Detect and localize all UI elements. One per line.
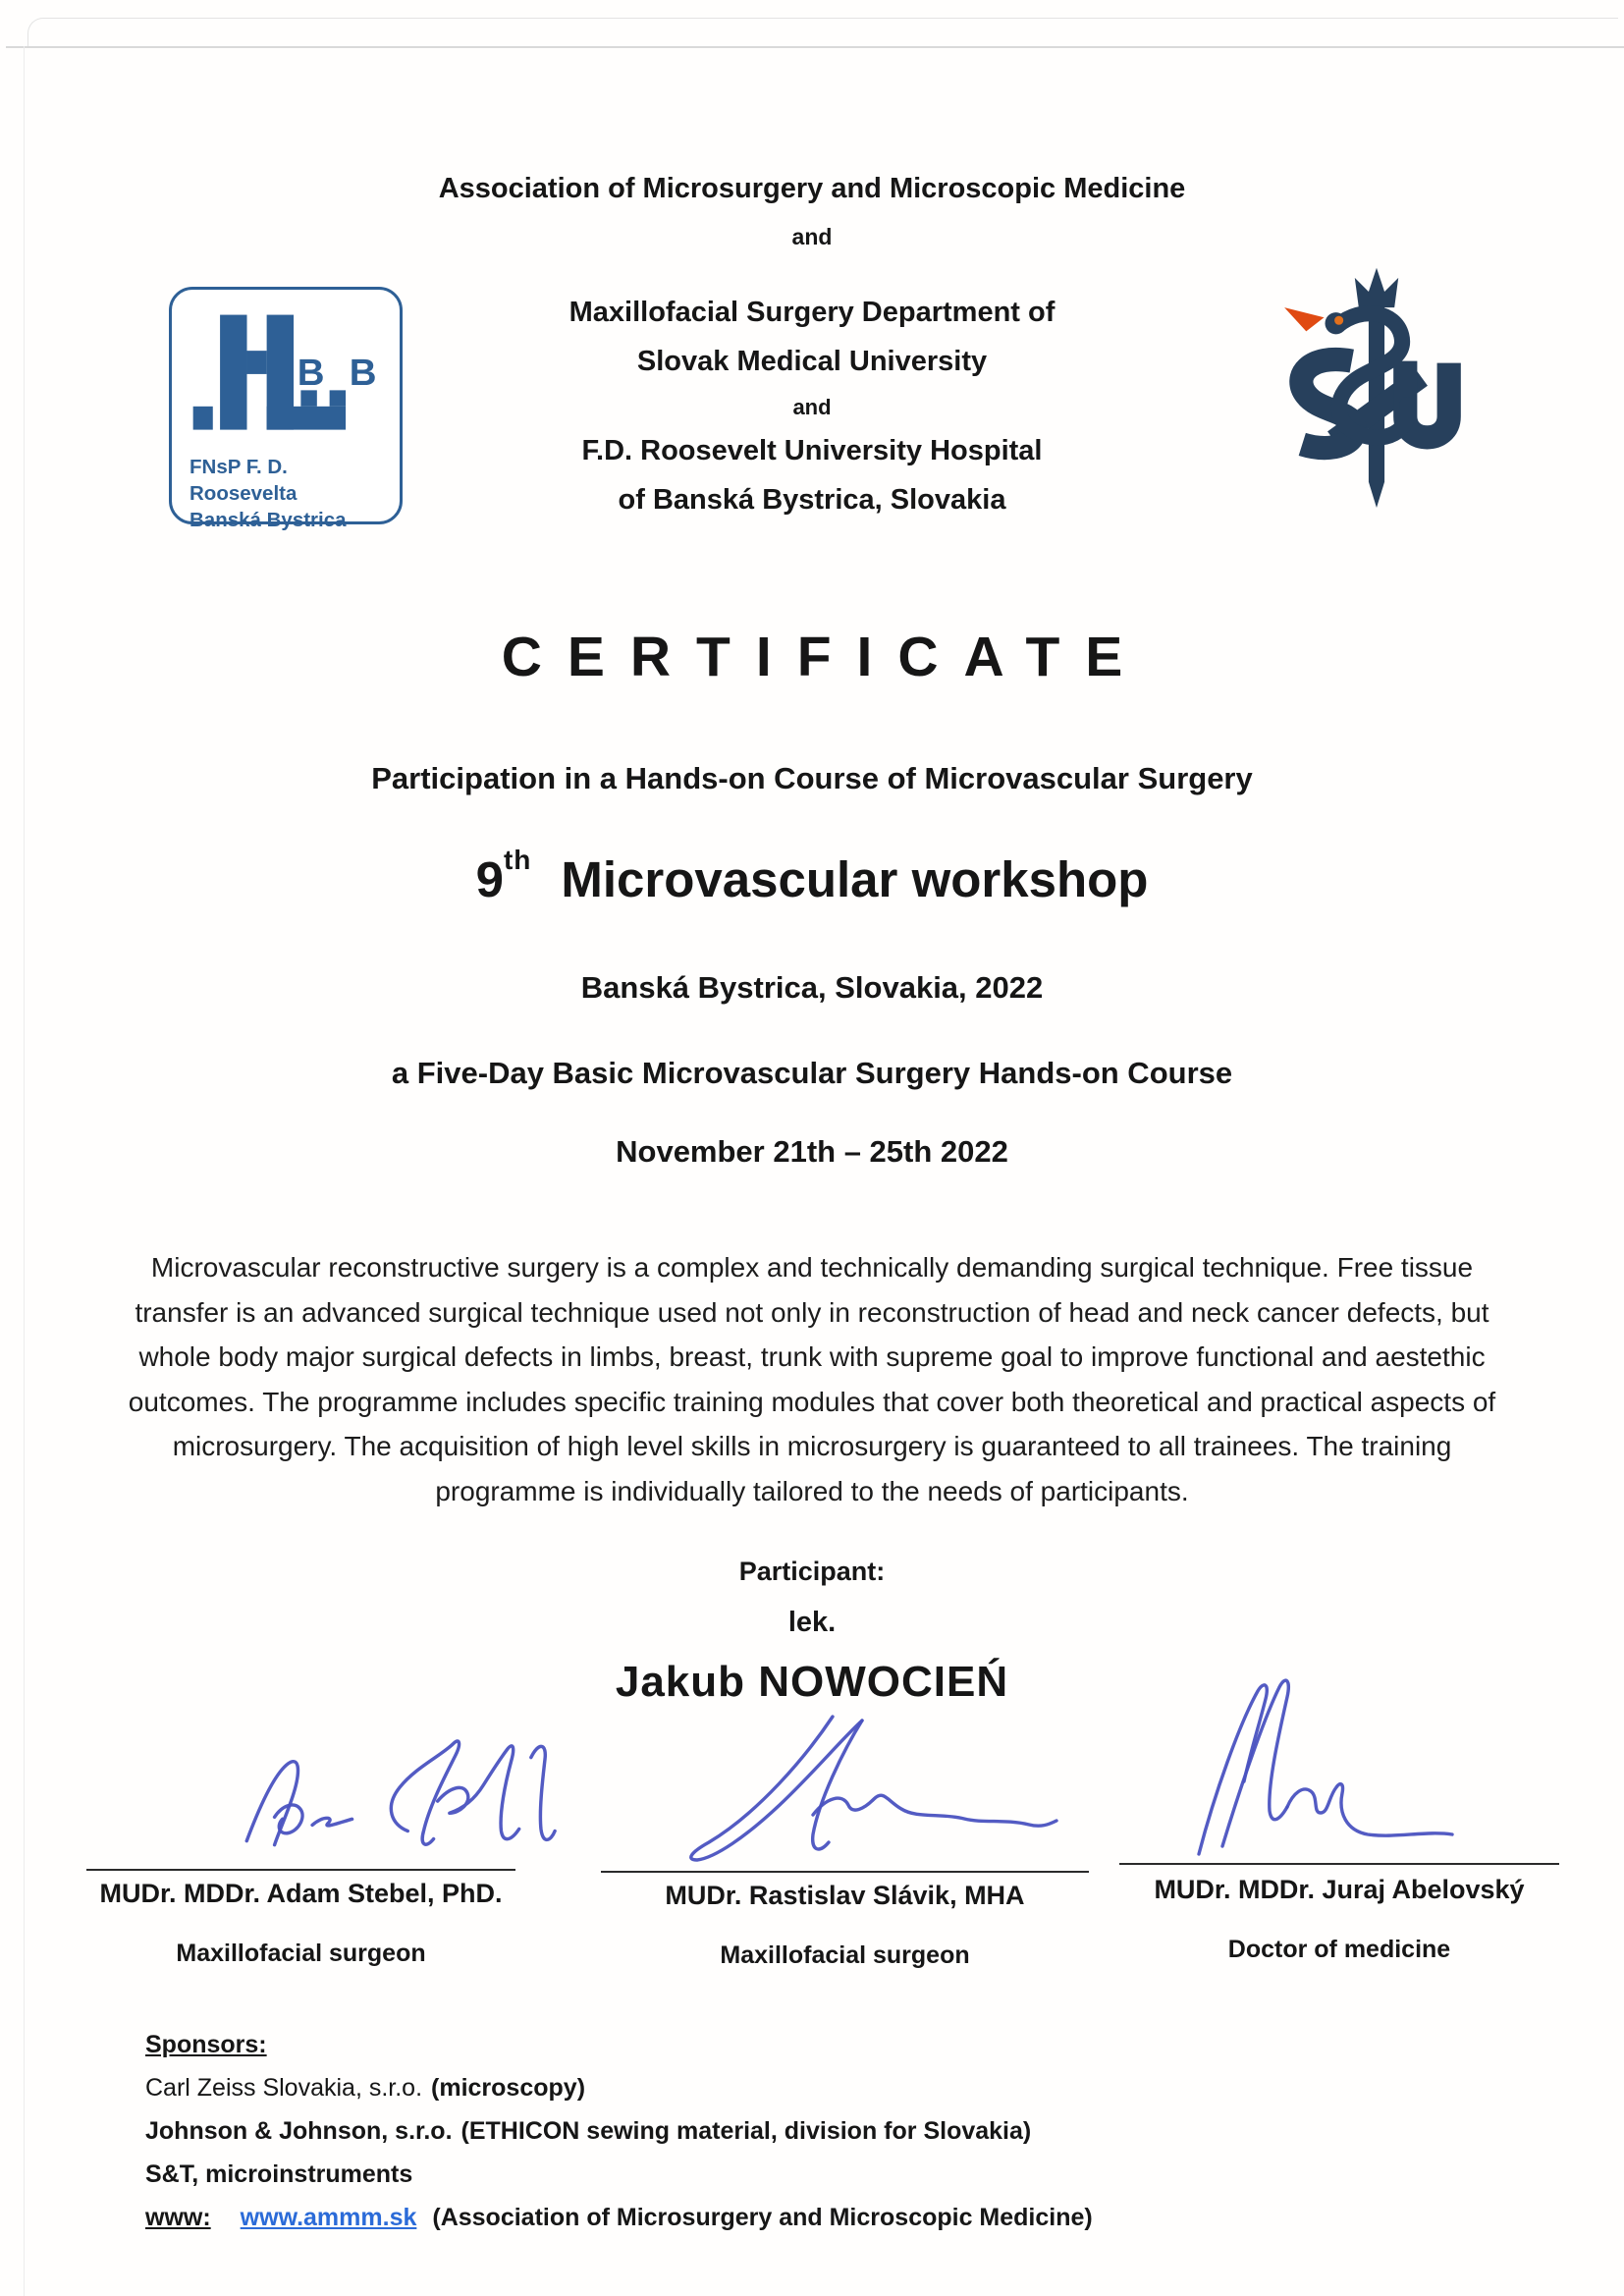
ammm-website-link[interactable]: www.ammm.sk (240, 2204, 417, 2231)
signatory-name: MUDr. MDDr. Juraj Abelovský (1154, 1875, 1525, 1904)
signature-abelovsky-image (1164, 1672, 1468, 1865)
workshop-number: 9 (475, 851, 504, 907)
signatory-name: MUDr. Rastislav Slávik, MHA (665, 1881, 1025, 1910)
sponsor-detail: (microscopy) (431, 2074, 586, 2102)
sponsor-item (145, 2066, 1093, 2109)
signature-block-slavik (601, 1714, 1089, 1998)
sponsor-item (145, 2153, 1093, 2196)
workshop-title (0, 845, 1624, 908)
event-location: Banská Bystrica, Slovakia, 2022 (580, 970, 1044, 1005)
association-title: Association of Microsurgery and Microscopic Medicine (438, 173, 1186, 204)
event-dates: November 21th – 25th 2022 (616, 1134, 1008, 1169)
fnsp-logo-line2: Banská Bystrica (189, 509, 347, 531)
hospital-line2: of Banská Bystrica, Slovakia (618, 484, 1006, 516)
certificate-title: CERTIFICATE (501, 626, 1149, 688)
website-row (145, 2196, 1093, 2239)
signature-line (86, 1869, 515, 1871)
participant-degree: lek. (787, 1607, 837, 1638)
course-description: a Five-Day Basic Microvascular Surgery Hands-on Course (391, 1056, 1233, 1090)
signature-line (601, 1871, 1089, 1873)
certificate-subtitle: Participation in a Hands-on Course of Microvascular Surgery (371, 761, 1253, 795)
participant-name: Jakub NOWOCIEŃ (615, 1658, 1009, 1706)
fnsp-logo-line1: FNsP F. D. Roosevelta (189, 456, 298, 505)
workshop-ordinal: th (503, 845, 532, 875)
course-paragraph: Microvascular reconstructive surgery is a complex and technically demanding surgical technique. Free tissue transfer is an advanced surgical technique used not only in reconstruction of head and neck cancer defects, but whole body major surgical defects in limbs, breast, trunk with supreme goal to improve functional and aestethic outcomes. The programme includes specific training modules that cover both theoretical and practical aspects of microsurgery. The acquisition of high level skills in microsurgery is guaranteed to all trainees. The training programme is individually tailored to the needs of participants. (128, 1252, 1496, 1506)
signature-block-abelovsky (1119, 1714, 1559, 1998)
scan-edge-artifact (27, 18, 1618, 48)
signature-stebel-image (214, 1714, 558, 1873)
signature-slavik-image (640, 1706, 1062, 1873)
participant-label: Participant: (738, 1557, 886, 1586)
and-connector: and (792, 395, 832, 419)
szu-university-emblem (1272, 263, 1481, 536)
hospital-line1: F.D. Roosevelt University Hospital (581, 435, 1043, 466)
scan-edge-artifact (6, 46, 1624, 48)
sponsor-name: S&T, microinstruments (145, 2160, 413, 2188)
fnsp-bb-letters: B B (297, 351, 378, 394)
sponsor-name: Carl Zeiss Slovakia, s.r.o. (145, 2074, 423, 2102)
www-label: www: (145, 2204, 211, 2231)
signature-block-stebel (86, 1714, 515, 1998)
department-line1: Maxillofacial Surgery Department of (568, 297, 1056, 328)
and-connector: and (791, 224, 833, 249)
szu-emblem-icon (1272, 263, 1481, 536)
www-note: (Association of Microsurgery and Microscopic Medicine) (432, 2204, 1093, 2231)
workshop-name: Microvascular workshop (561, 851, 1149, 907)
department-line2: Slovak Medical University (636, 346, 988, 377)
signatory-role: Maxillofacial surgeon (176, 1940, 426, 1967)
signatory-role: Maxillofacial surgeon (720, 1941, 970, 1969)
sponsor-item (145, 2109, 1093, 2153)
sponsors-section (145, 2023, 1093, 2239)
sponsors-heading: Sponsors: (145, 2031, 267, 2058)
signature-line (1119, 1863, 1559, 1865)
sponsor-name: Johnson & Johnson, s.r.o. (145, 2117, 453, 2145)
sponsor-detail: (ETHICON sewing material, division for Slovakia) (460, 2117, 1032, 2145)
signatory-role: Doctor of medicine (1227, 1936, 1451, 1963)
signatory-name: MUDr. MDDr. Adam Stebel, PhD. (99, 1879, 503, 1908)
